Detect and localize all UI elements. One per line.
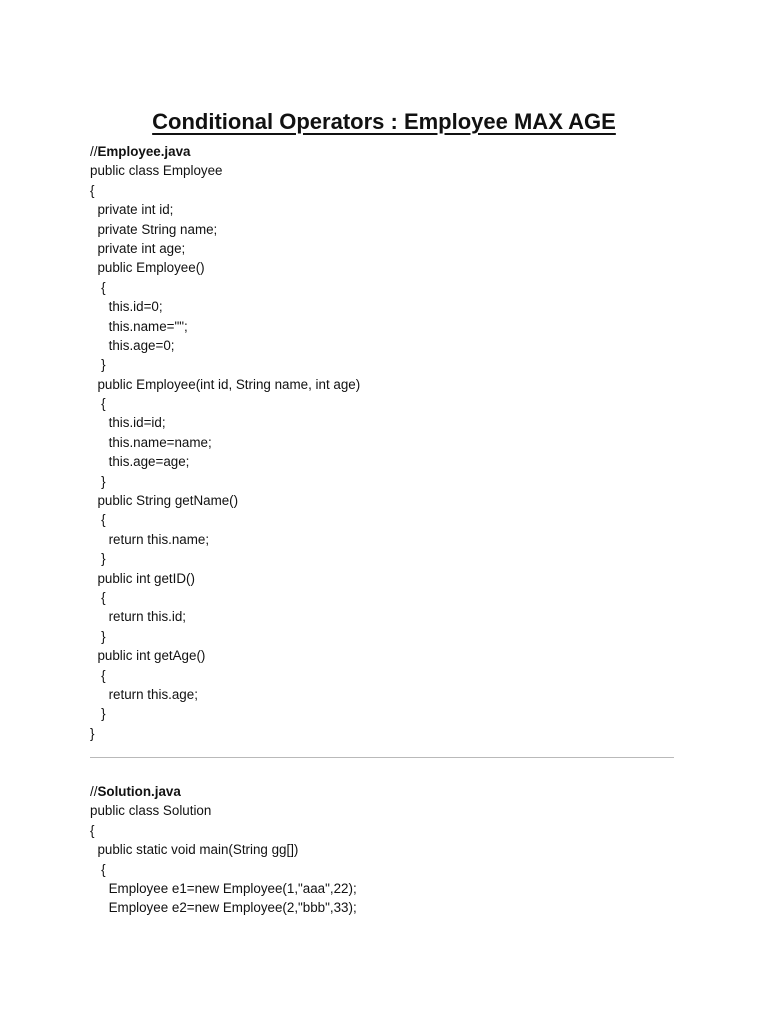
code-line: private String name; — [90, 221, 218, 237]
solution-file-name: Solution.java — [97, 784, 181, 799]
comment-prefix: // — [90, 784, 98, 799]
code-line: return this.id; — [90, 609, 187, 625]
code-line: public int getAge() — [90, 648, 206, 664]
code-line: { — [90, 589, 106, 605]
employee-file-name: Employee.java — [97, 144, 191, 159]
code-line: this.id=id; — [90, 415, 166, 431]
code-line: { — [90, 667, 106, 683]
code-line: this.name=name; — [90, 434, 212, 450]
code-line: { — [90, 279, 106, 295]
code-line: this.name=""; — [90, 318, 188, 334]
code-line: Employee e2=new Employee(2,"bbb",33); — [90, 900, 357, 916]
code-line: } — [90, 473, 106, 489]
code-line: { — [90, 512, 106, 528]
code-line: return this.age; — [90, 686, 198, 702]
employee-file-comment — [90, 142, 360, 161]
page-title: Conditional Operators : Employee MAX AGE — [152, 108, 616, 134]
code-line: { — [90, 396, 106, 412]
solution-code-block — [90, 782, 357, 918]
code-line: } — [90, 725, 95, 741]
code-line: } — [90, 551, 106, 567]
code-line: public class Solution — [90, 803, 212, 819]
code-line: this.age=age; — [90, 454, 190, 470]
code-line: public Employee(int id, String name, int age) — [90, 376, 361, 392]
code-line: } — [90, 628, 106, 644]
code-line: return this.name; — [90, 531, 210, 547]
comment-prefix: // — [90, 144, 98, 159]
employee-code-block — [90, 142, 360, 743]
code-line: } — [90, 357, 106, 373]
code-line: { — [90, 822, 95, 838]
code-line: this.id=0; — [90, 299, 163, 315]
code-line: { — [90, 182, 95, 198]
solution-file-comment — [90, 782, 357, 801]
code-line: { — [90, 861, 106, 877]
code-line: public String getName() — [90, 493, 239, 509]
code-line: Employee e1=new Employee(1,"aaa",22); — [90, 880, 357, 896]
code-line: public int getID() — [90, 570, 195, 586]
code-line: public class Employee — [90, 163, 223, 179]
section-divider — [90, 757, 674, 758]
code-line: this.age=0; — [90, 337, 175, 353]
code-line: public static void main(String gg[]) — [90, 842, 299, 858]
code-line: private int id; — [90, 202, 174, 218]
code-line: public Employee() — [90, 260, 205, 276]
code-line: } — [90, 706, 106, 722]
code-line: private int age; — [90, 240, 186, 256]
